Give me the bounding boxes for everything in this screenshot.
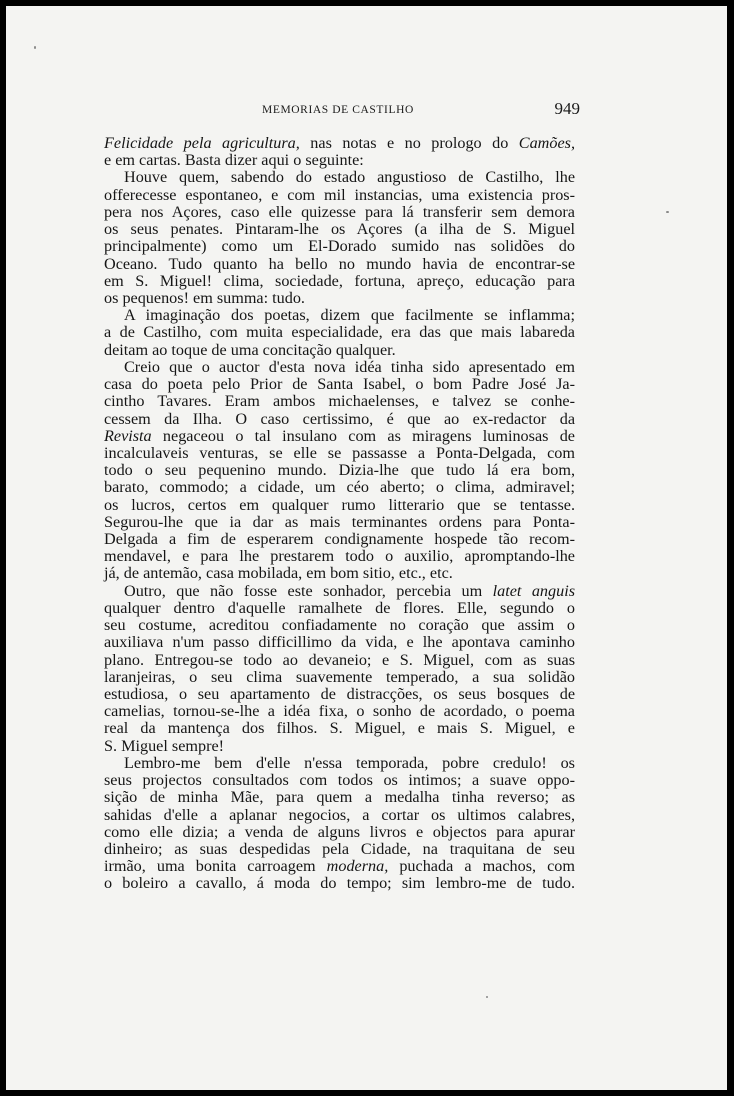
text-run: dinheiro; as suas despedidas pela Cidade, na traquitana de seu [104,839,575,858]
text-run: incalculaveis venturas, se elle se passasse a Ponta-Delgada, com [104,443,575,462]
page-header [110,101,580,121]
text-line [104,393,575,410]
text-run: estudiosa, o seu apartamento de distracções, os seus bosques de [104,685,575,703]
italic-text: latet anguis [492,581,575,600]
body-text [104,135,575,893]
text-run: em S. Miguel! clima, sociedade, fortuna, apreço, educação para [104,271,575,290]
text-run: o boleiro a cavallo, á moda do tempo; sim lembro-me de tudo. [104,874,575,893]
text-run: negaceou o tal insulano com as miragens luminosas de [151,426,575,445]
italic-text: Felicidade pela agricultura, [104,134,300,152]
book-page [6,6,727,1090]
page-number: 949 [554,99,580,118]
text-line [104,565,575,582]
text-line [104,342,575,359]
text-line [104,187,575,204]
text-line [104,617,575,634]
text-line [104,479,575,496]
text-run: os lucros, certos em qualquer rumo litterario que se tentasse. [104,495,575,514]
text-run: já, de antemão, casa mobilada, em bom sitio, etc., etc. [104,564,453,583]
text-run: todo o seu pequenino mundo. Dizia-lhe que tudo lá era bom, [104,461,575,480]
text-run: A imaginação dos poetas, dizem que facilmente se inflamma; [124,306,575,325]
text-line [104,169,575,186]
text-run: pera nos Açores, caso elle quizesse para lá transferir sem demora [104,202,575,221]
text-line [104,789,575,806]
text-line [104,669,575,686]
text-run: Oceano. Tudo quanto ha bello no mundo havia de encontrar-se [104,254,575,273]
italic-text: Revista [104,426,152,445]
text-line [104,738,575,755]
text-line [104,290,575,307]
text-line [104,135,575,152]
text-line [104,307,575,324]
text-run: puchada a machos, com [388,857,575,876]
text-line [104,445,575,462]
text-run: os seus penates. Pintaram-lhe os Açores (a ilha de S. Miguel [104,220,575,239]
text-run: plano. Entregou-se todo ao devaneio; e S. Miguel, com as suas [104,650,575,669]
text-run: Outro, que não fosse este sonhador, percebia um [124,581,493,600]
italic-text: moderna, [326,857,389,876]
text-line [104,497,575,514]
text-run: sahidas d'elle a aplanar negocios, a cortar os ultimos calabres, [104,805,575,824]
text-line [104,531,575,548]
text-run: nas notas e no prologo do [299,134,519,152]
paper-speck [666,211,669,213]
text-run: barato, commodo; a cidade, um céo aberto; o clima, admiravel; [104,478,575,497]
text-run: irmão, uma bonita carroagem [104,857,327,876]
text-line [104,462,575,479]
text-line [104,652,575,669]
text-line [104,772,575,789]
paper-speck [486,996,488,998]
text-line [104,807,575,824]
text-run: qualquer dentro d'aquelle ramalhete de flores. Elle, segundo o [104,598,575,617]
italic-text: Camões, [518,134,575,152]
paper-speck [34,46,36,49]
text-run: cintho Tavares. Eram ambos michaelenses, e talvez se conhe- [104,392,575,411]
text-run: a de Castilho, com muita especialidade, era das que mais labareda [104,323,575,342]
text-run: S. Miguel sempre! [104,736,225,755]
text-line [104,152,575,169]
text-line [104,858,575,875]
text-run: mendavel, e para lhe prestarem todo o auxilio, apromptando-lhe [104,547,575,566]
text-line [104,256,575,273]
text-line [104,204,575,221]
text-line [104,583,575,600]
text-run: Segurou-lhe que ia dar as mais terminantes ordens para Ponta- [104,512,575,531]
text-line [104,273,575,290]
text-run: e em cartas. Basta dizer aqui o seguinte: [104,151,364,170]
text-line [104,841,575,858]
text-run: casa do poeta pelo Prior de Santa Isabel, o bom Padre José Ja- [104,375,575,394]
text-run: seu costume, acreditou confiadamente no coração que assim o [104,616,575,635]
text-run: real da mantença dos filhos. S. Miguel, e mais S. Miguel, e [104,719,575,738]
text-run: principalmente) como um El-Dorado sumido nas solidões do [104,237,575,256]
text-line [104,634,575,651]
text-line [104,514,575,531]
text-run: cessem da Ilha. O caso certissimo, é que ao ex-redactor da [104,409,575,428]
text-run: Delgada a fim de esperarem condignamente hospede tão recom- [104,530,575,549]
text-line [104,600,575,617]
text-line [104,238,575,255]
text-line [104,221,575,238]
text-run: Houve quem, sabendo do estado angustioso de Castilho, lhe [124,168,575,187]
text-line [104,548,575,565]
text-line [104,428,575,445]
text-line [104,824,575,841]
text-run: offerecesse espontaneo, e com mil instancias, uma existencia pros- [104,185,575,204]
text-line [104,324,575,341]
text-run: sição de minha Mãe, para quem a medalha tinha reverso; as [104,788,575,807]
text-line [104,686,575,703]
text-line [104,359,575,376]
text-run: Creio que o auctor d'esta nova idéa tinha sido apresentado em [124,357,575,376]
text-run: os pequenos! em summa: tudo. [104,288,305,307]
text-line [104,720,575,737]
text-run: camelias, tornou-se-lhe a idéa fixa, o sonho de acordado, o poema [104,702,575,721]
text-line [104,755,575,772]
text-line [104,376,575,393]
running-title: MEMORIAS DE CASTILHO [262,104,414,116]
text-line [104,411,575,428]
text-run: como elle dizia; a venda de alguns livros e objectos para apurar [104,822,575,841]
text-run: Lembro-me bem d'elle n'essa temporada, pobre credulo! os [124,753,575,772]
text-line [104,703,575,720]
text-run: laranjeiras, o seu clima suavemente temperado, a sua solidão [104,667,575,686]
text-run: auxiliava n'um passo difficillimo da vida, e lhe apontava caminho [104,633,575,652]
text-run: deitam ao toque de uma concitação qualquer. [104,340,396,359]
text-line [104,875,575,892]
text-run: seus projectos consultados com todos os intimos; a suave oppo- [104,771,575,790]
